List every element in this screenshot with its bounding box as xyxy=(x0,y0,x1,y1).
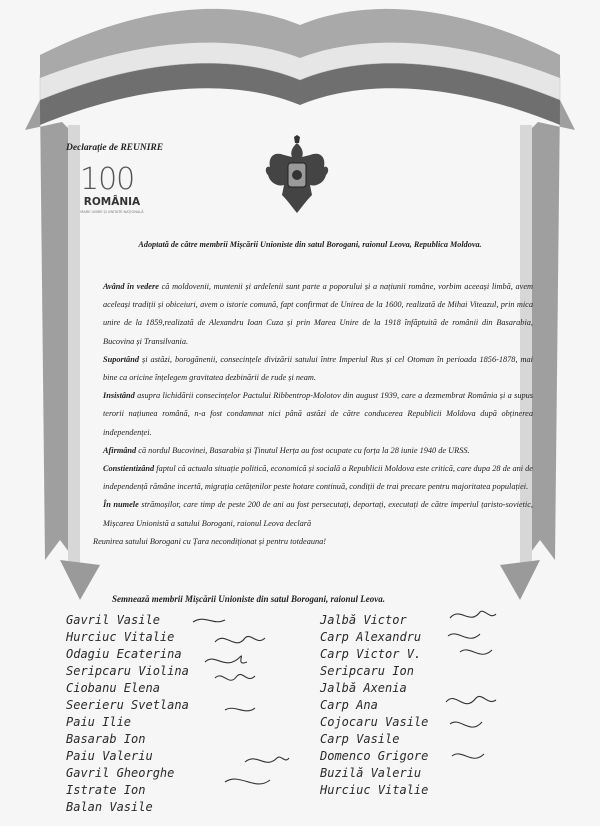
moldova-coat-of-arms-icon xyxy=(262,135,332,215)
left-signature: Paiu Valeriu xyxy=(66,749,153,763)
right-signature: Carp Ana xyxy=(320,698,378,712)
signatures-left-column xyxy=(66,612,189,816)
paragraph-1: Având în vedere că moldovenii, muntenii și ardelenii sunt parte a poporului și a națiunii române, vorbim aceeași limbă, avem aceleași tradiții și obiceiuri, avem o istorie comună, fapt confirmat de Unirea de la 1600, realizată de Mihai Viteazul, prin mica unire de la 1859,realizată de Alexandru Ioan Cuza și prin Marea Unire de la 1918 înfăptuită de românii din Basarabia, Bucovina și Transilvania. xyxy=(103,282,533,346)
left-signature: Paiu Ilie xyxy=(66,715,132,729)
declaration-title: Declarație de REUNIRE xyxy=(66,143,164,153)
right-signature: Buzilă Valeriu xyxy=(320,766,422,780)
left-signature: Seripcaru Violina xyxy=(66,664,189,678)
paragraph-3: Insistând asupra lichidării consecințelor Pactului Ribbentrop-Molotov din august 1939, care a dezmembrat România și a supus terorii națiunea română, n-a fost condamnat nici până astăzi de către conducerea Republicii Moldova după obținerea independenței. xyxy=(103,391,533,437)
right-signature: Domenco Grigore xyxy=(320,749,429,763)
right-signature: Carp Alexandru xyxy=(320,630,422,644)
signature-scribbles-right xyxy=(440,606,500,776)
signatures-right-column xyxy=(320,612,428,799)
paragraph-5: Constientizând faptul că actuala situație politică, economică și socială a Republicii Moldova este critică, care dupa 28 de ani de independență rămâne incertă, migrația cetățenilor peste hotare continuă, condiții de trai precare pentru majoritatea populației. xyxy=(103,464,533,492)
logo-subtitle: MARE UNIRE ȘI UNITATE NAȚIONALĂ xyxy=(80,210,144,214)
left-signature: Ciobanu Elena xyxy=(66,681,160,695)
right-signature: Jalbă Axenia xyxy=(320,681,407,695)
paragraph-4: Afirmând că nordul Bucovinei, Basarabia și Ținutul Herța au fost ocupate cu forța la 28 iunie 1940 de URSS. xyxy=(103,445,470,455)
romania-100-logo xyxy=(72,160,152,220)
right-signature: Cojocaru Vasile xyxy=(320,715,429,729)
adoption-line: Adoptată de către membrii Mișcării Unioniste din satul Borogani, raionul Leova, Republica Moldova. xyxy=(138,240,482,249)
left-signature: Basarab Ion xyxy=(66,732,146,746)
left-signature: Odagiu Ecaterina xyxy=(66,647,182,661)
left-signature: Istrate Ion xyxy=(66,783,146,797)
left-signature: Hurciuc Vitalie xyxy=(66,630,175,644)
left-signature: Gavril Vasile xyxy=(66,613,160,627)
left-signature: Gavril Gheorghe xyxy=(66,766,175,780)
signatures-title: Semnează membrii Mișcării Unioniste din satul Borogani, raionul Leova. xyxy=(112,594,386,604)
paragraph-7: Reunirea satului Borogani cu Țara necondiționat și pentru totdeauna! xyxy=(93,536,327,546)
right-signature: Seripcaru Ion xyxy=(320,664,414,678)
signature-scribbles-left xyxy=(185,612,295,812)
paragraph-6: În numele strămoșilor, care timp de peste 200 de ani au fost persecutați, deportați, executați de către imperiul țaristo-sovietic, Mișcarea Unionistă a satului Borogani, raionul Leova declară xyxy=(103,500,533,528)
right-signature: Carp Vasile xyxy=(320,732,400,746)
right-signature: Hurciuc Vitalie xyxy=(320,783,429,797)
logo-number: 100 xyxy=(80,162,135,197)
left-signature: Balan Vasile xyxy=(66,800,153,814)
left-signature: Seerieru Svetlana xyxy=(66,698,189,712)
logo-word: ROMÂNIA xyxy=(83,196,141,208)
right-signature: Jalbă Victor xyxy=(320,613,407,627)
declaration-body xyxy=(93,278,533,551)
paragraph-2: Suportând și astăzi, borogănenii, consecințele divizării satului între Imperiul Rus și cel Otoman în perioada 1856-1878, mai bine ca oricine înțelegem gravitatea dezbinării de rude și neam. xyxy=(103,354,533,383)
right-signature: Carp Victor V. xyxy=(320,647,422,661)
